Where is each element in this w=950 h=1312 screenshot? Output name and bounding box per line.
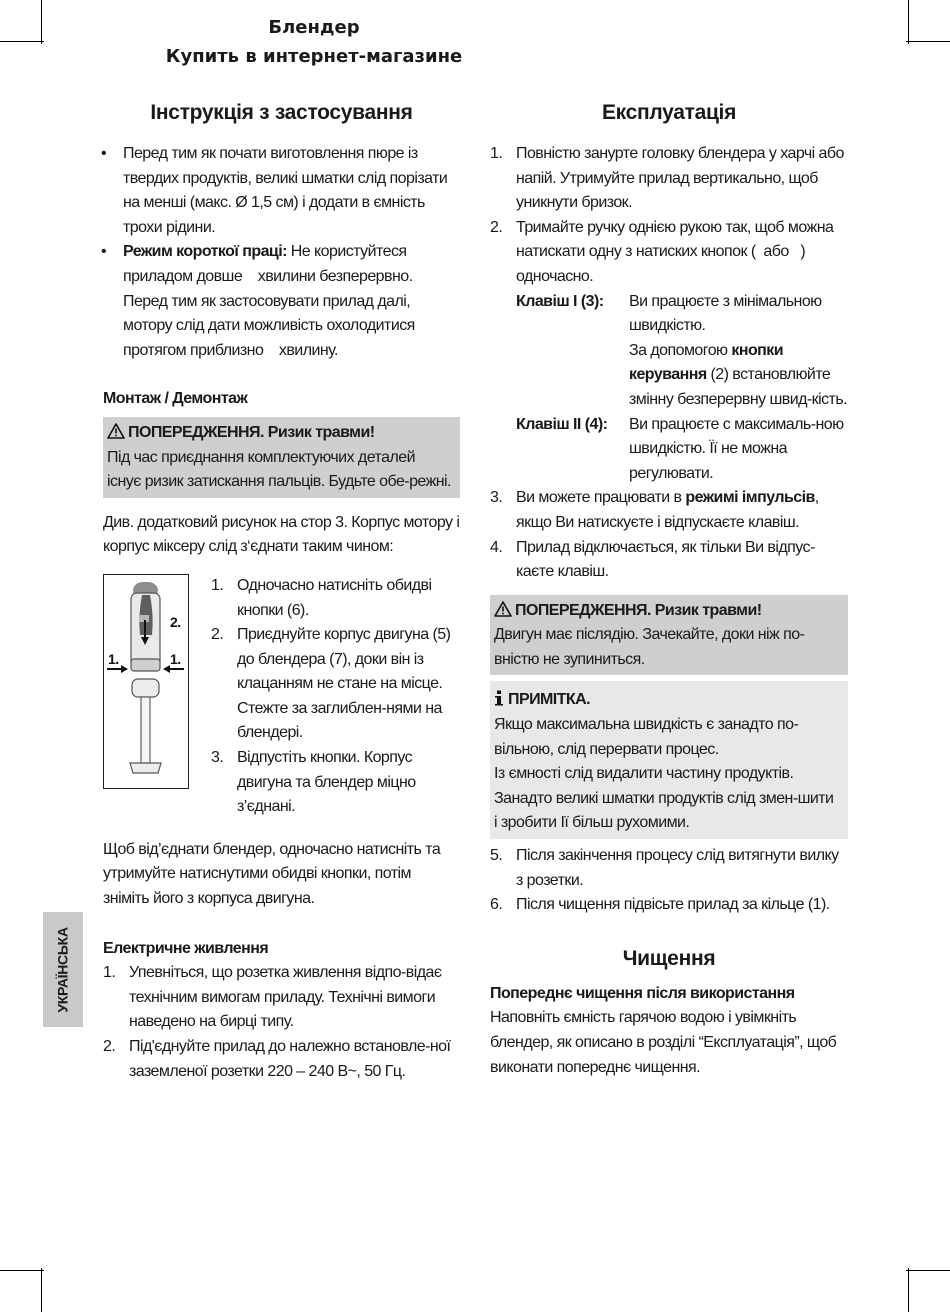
language-tab <box>43 912 83 1027</box>
operation-title: Експлуатація <box>601 101 737 124</box>
crop-mark <box>908 1268 909 1312</box>
language-tab-label: УКРАЇНСЬКА <box>54 926 71 1013</box>
list-item: • Перед тим як почати виготовлення пюре із твердих продуктів, великі шматки слід порізати на менші (макс. Ø 1,5 см) і додати в ємність трохи рідини. <box>103 142 460 240</box>
precleaning-text: Наповніть ємність гарячою водою і увімкніть блендер, як описано в розділі “Експлуатація”, щоб виконати попереднє чищення. <box>490 1009 837 1076</box>
key1-text: Ви працюєте з мінімальною швидкістю. <box>629 292 822 335</box>
crop-mark <box>0 41 44 42</box>
assembly-heading: Монтаж / Демонтаж <box>103 390 248 408</box>
list-item: 1. Повністю занурте головку блендера у харчі або напій. Утримуйте прилад вертикально, щоб уникнути бризок. <box>490 145 844 212</box>
note-line: Занадто великі шматки продуктів слід змен-шити і зробити Ії більш рухомими. <box>494 789 834 832</box>
blender-figure <box>103 574 189 789</box>
list-item: 3. Ви можете працювати в режимі імпульсів, якщо Ви натискуєте і відпускаєте клавіш. <box>490 489 819 531</box>
key2-text: Ви працюєте с максималь-ною швидкістю. Її не можна регулювати. <box>629 415 844 482</box>
warning-box <box>490 595 848 676</box>
crop-mark <box>41 1268 42 1312</box>
warning-title: ПОПЕРЕДЖЕННЯ. Ризик травми! <box>515 601 762 619</box>
key2-label: Клавіш II (4): <box>516 415 608 433</box>
list-item: 6. Після чищення підвісьте прилад за кільце (1). <box>490 896 830 914</box>
figure-label-step2: 2. <box>170 613 181 630</box>
warning-text: Двигун має післядію. Зачекайте, доки ніж по-вністю не зупиниться. <box>494 626 805 668</box>
note-box <box>490 681 848 839</box>
warning-triangle-icon <box>494 601 512 617</box>
key1-row: Клавіш I (3): Ви працюєте з мінімальною швидкістю. За допомогою кнопки керування (2) встановлюйте змінну безперервну швид-кість. <box>516 290 848 413</box>
crop-mark <box>0 1270 44 1271</box>
warning-title: ПОПЕРЕДЖЕННЯ. Ризик травми! <box>128 423 375 441</box>
crop-mark <box>906 41 950 42</box>
left-column <box>103 98 460 1084</box>
assembly-intro: Див. додатковий рисунок на стор 3. Корпус мотору і корпус міксеру слід з‘єднати таким чином: <box>103 513 460 556</box>
blender-illustration <box>104 575 187 787</box>
figure-label-step1: 1. <box>170 650 181 667</box>
cleaning-title: Чищення <box>622 946 716 970</box>
warning-box <box>103 417 460 498</box>
key2-row <box>516 413 848 487</box>
power-heading: Електричне живлення <box>103 939 269 957</box>
list-item: 5. Після закінчення процесу слід витягнути вилку з розетки. <box>490 847 839 889</box>
precleaning-heading: Попереднє чищення після використання <box>490 984 795 1002</box>
warning-text: Під час приєднання комплектуючих деталей існує ризик затискання пальців. Будьте обе-режні. <box>107 448 451 491</box>
info-icon <box>494 690 504 706</box>
crop-mark <box>908 0 909 44</box>
assembly-steps <box>211 564 460 820</box>
operation-steps <box>490 142 848 585</box>
note-title: ПРИМІТКА. <box>508 691 591 709</box>
instructions-list <box>103 142 460 363</box>
disconnect-text: Щоб від’єднати блендер, одночасно натисніть та утримуйте натиснутими обидві кнопки, потім зніміть його з корпуса двигуна. <box>103 840 441 908</box>
list-item: • Режим короткої праці: Не користуйтеся приладом довше хвилини безперервно. Перед тим як застосовувати прилад далі, мотору слід дати можливість охолодитися протягом приблизно хвилину. <box>103 240 460 363</box>
list-item: 2. Тримайте ручку однією рукою так, щоб можна натискати одну з натиских кнопок ( або ) одночасно. Клавіш I (3): Ви працюєте з мінімальною швидкістю. За допомогою кнопки керування (2) встановлюйте змінну безперервну швид-кість. Клавіш II (4): Ви працюєте с максималь-ною швидкістю. Її не можна регулювати. <box>490 216 848 487</box>
crop-mark <box>906 1270 950 1271</box>
header-title: Блендер <box>268 17 360 38</box>
list-item: 1. Одночасно натисніть обидві кнопки (6). <box>211 576 432 619</box>
operation-steps-continued <box>490 844 848 918</box>
list-item: 2. Під'єднуйте прилад до належно встановле-ної заземленої розетки 220 – 240 В~, 50 Гц. <box>103 1038 451 1080</box>
power-steps <box>103 961 460 1084</box>
figure-label-step1: 1. <box>108 650 119 667</box>
note-line: Із ємності слід видалити частину продуктів. <box>494 765 794 783</box>
list-item: 2. Приєднуйте корпус двигуна (5) до блендера (7), доки він із клацанням не стане на місце. Стежте за заглиблен-нями на блендері. <box>211 626 451 742</box>
list-item: 4. Прилад відключається, як тільки Ви відпус-каєте клавіш. <box>490 538 815 581</box>
right-column <box>490 98 848 1080</box>
header-subtitle: Купить в интернет-магазине <box>165 46 463 67</box>
list-item: 3. Відпустіть кнопки. Корпус двигуна та блендер міцно з’єднані. <box>211 749 416 816</box>
key1-label: Клавіш I (3): <box>516 292 604 310</box>
note-line: Якщо максимальна швидкість є занадто по-вільною, слід перервати процес. <box>494 716 799 758</box>
warning-triangle-icon <box>107 423 125 439</box>
instructions-title: Інструкція з застосування <box>150 101 413 124</box>
list-item: 1. Упевніться, що розетка живлення відпо-відає технічним вимогам приладу. Технічні вимоги наведено на бирці типу. <box>103 964 442 1031</box>
